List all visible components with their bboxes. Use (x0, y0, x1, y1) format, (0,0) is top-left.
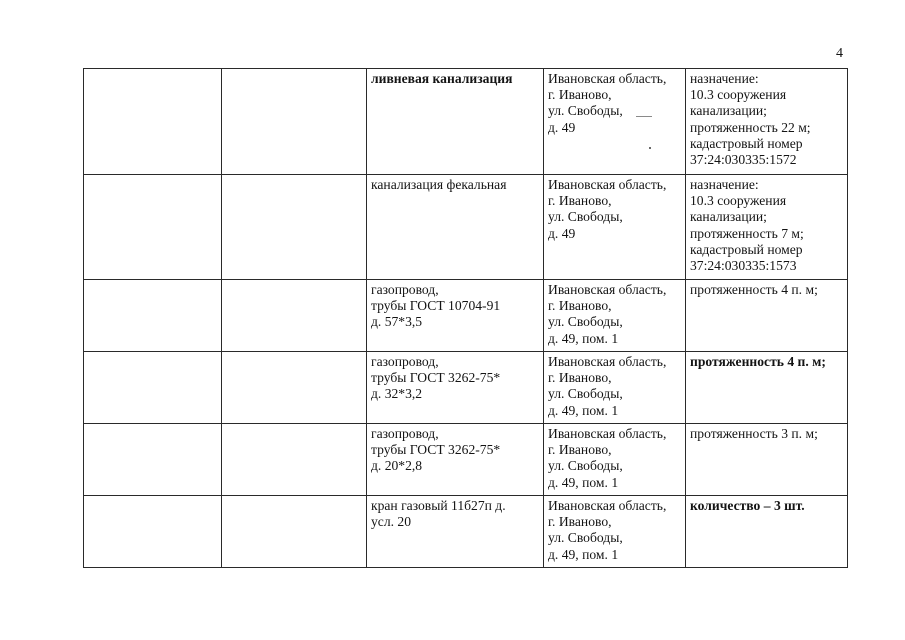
address-cell: Ивановская область, г. Иваново, ул. Свободы, д. 49 (544, 175, 686, 280)
object-name-cell: канализация фекальная (367, 175, 544, 280)
empty-cell (222, 69, 367, 175)
row-number-cell (84, 175, 222, 280)
address-cell: Ивановская область, г. Иваново, ул. Свободы, д. 49, пом. 1 (544, 496, 686, 568)
page-number: 4 (836, 46, 843, 61)
table-row (84, 496, 848, 568)
table-row (84, 424, 848, 496)
object-name-cell: ливневая канализация (367, 69, 544, 175)
details-cell: протяженность 4 п. м; (686, 280, 848, 352)
empty-cell (222, 496, 367, 568)
table-row (84, 280, 848, 352)
empty-cell (222, 424, 367, 496)
address-cell: Ивановская область, г. Иваново, ул. Свободы, д. 49, пом. 1 (544, 352, 686, 424)
table-row (84, 352, 848, 424)
empty-cell (222, 175, 367, 280)
details-cell: протяженность 3 п. м; (686, 424, 848, 496)
details-cell: количество – 3 шт. (686, 496, 848, 568)
details-cell: назначение: 10.3 сооружения канализации; протяженность 7 м; кадастровый номер 37:24:030335:1573 (686, 175, 848, 280)
property-table (83, 68, 848, 568)
empty-cell (222, 280, 367, 352)
row-number-cell (84, 69, 222, 175)
object-name-cell: газопровод, трубы ГОСТ 3262-75* д. 20*2,8 (367, 424, 544, 496)
address-cell: Ивановская область, г. Иваново, ул. Свободы, д. 49 (544, 69, 686, 175)
scan-artifact-dot (649, 147, 651, 149)
table-row (84, 175, 848, 280)
object-name-cell: газопровод, трубы ГОСТ 10704-91 д. 57*3,5 (367, 280, 544, 352)
address-cell: Ивановская область, г. Иваново, ул. Свободы, д. 49, пом. 1 (544, 424, 686, 496)
object-name-cell: газопровод, трубы ГОСТ 3262-75* д. 32*3,2 (367, 352, 544, 424)
table-row (84, 69, 848, 175)
row-number-cell (84, 280, 222, 352)
row-number-cell (84, 352, 222, 424)
details-cell: назначение: 10.3 сооружения канализации; протяженность 22 м; кадастровый номер 37:24:030335:1572 (686, 69, 848, 175)
address-cell: Ивановская область, г. Иваново, ул. Свободы, д. 49, пом. 1 (544, 280, 686, 352)
row-number-cell (84, 496, 222, 568)
empty-cell (222, 352, 367, 424)
details-cell: протяженность 4 п. м; (686, 352, 848, 424)
object-name-cell: кран газовый 11б27п д. усл. 20 (367, 496, 544, 568)
scan-artifact-line (636, 116, 652, 117)
row-number-cell (84, 424, 222, 496)
